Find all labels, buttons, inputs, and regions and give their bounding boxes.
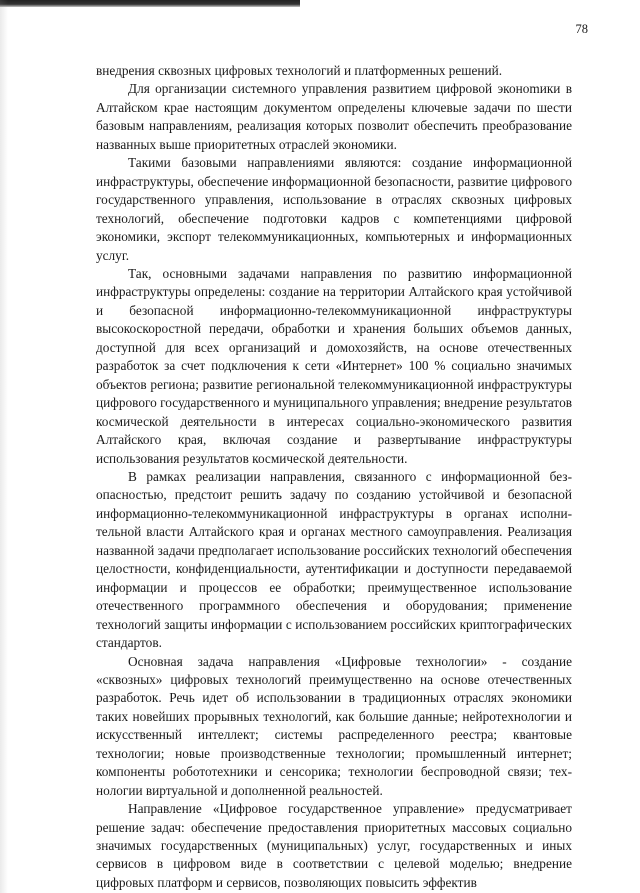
paragraph-infrastructure: Так, основными задачами направления по развитию информационной инфраструктуры определены: создание на территории Алтайского края устойчивой и безопасной информационно-телекоммуникационной инфраструктуры высокоскоростной передачи, обработки и хранения больших объемов данных, доступной для всех организаций и домохозяйств, на основе отечественных разработок за счет подключения к сети «Интернет» 100 % социально значимых объектов региона; развитие региональной телекоммуникационной инфраструктуры цифрового государственного и муниципального управления; внедрение результатов космической деятельности в интересах социально-экономического развития Алтайского края, включая создание и развертывание инфраструктуры использования результатов космической деятельности. bbox=[96, 265, 572, 466]
paragraph-continuation: внедрения сквозных цифровых технологий и платформенных решений. bbox=[96, 63, 503, 78]
paragraph-base-directions: Такими базовыми направлениями являются: создание информационной инфраструктуры, обеспечение информационной безопасности, развитие цифрового государственного управления, использование в отраслях сквозных цифровых технологий, обеспечение подготовки кадров с компетенциями цифровой экономики, экспорт телекоммуникационных, компьютерных и информационных услуг. bbox=[96, 155, 572, 263]
paragraph-digital-government: Направление «Цифровое государственное управление» предусматривает решение задач: обеспечение предоставления приоритетных массовых социально значимых государственных (муниципальных) услуг, государственных и иных сервисов в цифровом виде в соответствии с целевой моделью; внедрение цифровых платформ и сервисов, позволяющих повысить эффектив bbox=[96, 801, 572, 890]
paragraph-system-management: Для организации системного управления развитием цифровой эконоmики в Алтайском крае настоящим документом определены ключевые задачи по шести базовым направлениям, реализация которых позволит обеспечить преобразование названных выше приоритетных отраслей экономики. bbox=[96, 81, 572, 152]
paragraph-security: В рамках реализации направления, связанного с информационной безопасностью, предстоит решить задачу по созданию устойчивой и безопасной информационно-телекоммуникационной инфраструктуры в органах исполнительной власти Алтайского края и органах местного самоуправления. Реализация названной задачи предполагает использование российских технологий обеспечения целостности, конфиденциальности, аутентификации и доступности передаваемой информации и процессов ее обработки; преимущественное использование отечественного программного обеспечения и оборудования; применение технологий защиты информации с использованием российских криптографических стандартов. bbox=[96, 468, 572, 651]
scan-shadow-bar bbox=[0, 0, 300, 7]
paragraph-digital-technologies: Основная задача направления «Цифровые технологии» - создание «сквозных» цифровых технологий преимущественно на основе отечественных разработок. Речь идет об использовании в традиционных отраслях экономики таких новейших прорывных технологий, как большие данные; нейротехнологии и искусственный интеллект; системы распределенного реестра; квантовые технологии; новые производственные технологии; промышленный интернет; компоненты робототехники и сенсорика; технологии беспроводной связи; технологии виртуальной и дополненной реальностей. bbox=[96, 653, 572, 798]
scan-edge-shadow bbox=[0, 0, 8, 893]
document-body bbox=[96, 62, 572, 892]
page-number: 78 bbox=[575, 22, 588, 36]
